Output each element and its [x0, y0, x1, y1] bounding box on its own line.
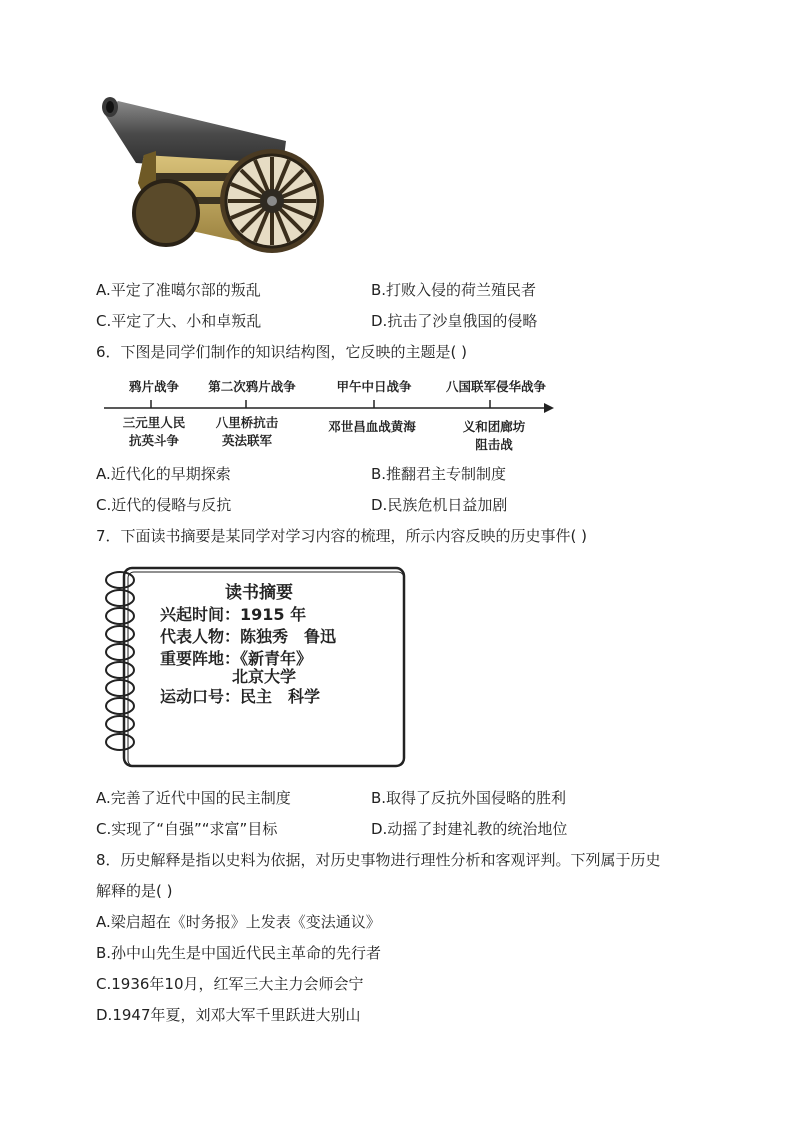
q7-option-b[interactable]: B.取得了反抗外国侵略的胜利 — [371, 789, 567, 807]
q5-option-a[interactable]: A.平定了准噶尔部的叛乱 — [96, 281, 261, 299]
q8-stem-line1: 8．历史解释是指以史料为依据，对历史事物进行理性分析和客观评判。下列属于历史 — [96, 851, 661, 869]
q6-stem: 6．下图是同学们制作的知识结构图，它反映的主题是( ) — [96, 343, 468, 361]
q8-option-a[interactable]: A.梁启超在《时务报》上发表《变法通议》 — [96, 913, 381, 931]
timeline-resistance-2a: 八里桥抗击 — [215, 415, 279, 430]
q8-option-d[interactable]: D.1947年夏，刘邓大军千里跃进大别山 — [96, 1006, 361, 1024]
q5-option-b[interactable]: B.打败入侵的荷兰殖民者 — [371, 281, 537, 299]
timeline-resistance-3: 邓世昌血战黄海 — [328, 419, 416, 434]
q7-option-a[interactable]: A.完善了近代中国的民主制度 — [96, 789, 291, 807]
timeline-event-4: 八国联军侵华战争 — [445, 379, 547, 394]
q6-option-d[interactable]: D.民族危机日益加剧 — [371, 496, 508, 514]
q5-option-c[interactable]: C.平定了大、小和卓叛乱 — [96, 312, 262, 330]
timeline-resistance-1b: 抗英斗争 — [128, 433, 180, 448]
q7-option-c[interactable]: C.实现了“自强”“求富”目标 — [96, 820, 278, 838]
timeline-event-3: 甲午中日战争 — [336, 379, 412, 394]
q5-option-d[interactable]: D.抗击了沙皇俄国的侵略 — [371, 312, 538, 330]
q8-option-b[interactable]: B.孙中山先生是中国近代民主革命的先行者 — [96, 944, 382, 962]
q8-stem-line2: 解释的是( ) — [96, 882, 173, 900]
q6-option-a[interactable]: A.近代化的早期探索 — [96, 465, 231, 483]
cannon-image — [96, 93, 328, 261]
note-key-figures: 代表人物：陈独秀 鲁迅 — [160, 627, 337, 646]
knowledge-timeline — [96, 372, 566, 462]
timeline-resistance-1a: 三元里人民 — [122, 415, 186, 430]
q6-option-c[interactable]: C.近代的侵略与反抗 — [96, 496, 232, 514]
note-start-time: 兴起时间：1915 年 — [160, 605, 307, 624]
q7-stem: 7．下面读书摘要是某同学对学习内容的梳理，所示内容反映的历史事件( ) — [96, 527, 588, 545]
note-key-base-2: 北京大学 — [232, 667, 297, 686]
timeline-event-2: 第二次鸦片战争 — [208, 379, 296, 394]
note-title: 读书摘要 — [225, 583, 293, 603]
q8-option-c[interactable]: C.1936年10月，红军三大主力会师会宁 — [96, 975, 364, 993]
timeline-resistance-4b: 阻击战 — [475, 437, 513, 452]
note-key-base: 重要阵地：《新青年》 — [160, 649, 313, 668]
reading-note-notebook — [98, 562, 410, 772]
timeline-resistance-4a: 义和团廊坊 — [462, 419, 526, 434]
timeline-event-1: 鸦片战争 — [128, 379, 180, 394]
note-slogan: 运动口号：民主 科学 — [160, 687, 321, 706]
timeline-resistance-2b: 英法联军 — [221, 433, 273, 448]
q6-option-b[interactable]: B.推翻君主专制制度 — [371, 465, 507, 483]
q7-option-d[interactable]: D.动摇了封建礼教的统治地位 — [371, 820, 568, 838]
